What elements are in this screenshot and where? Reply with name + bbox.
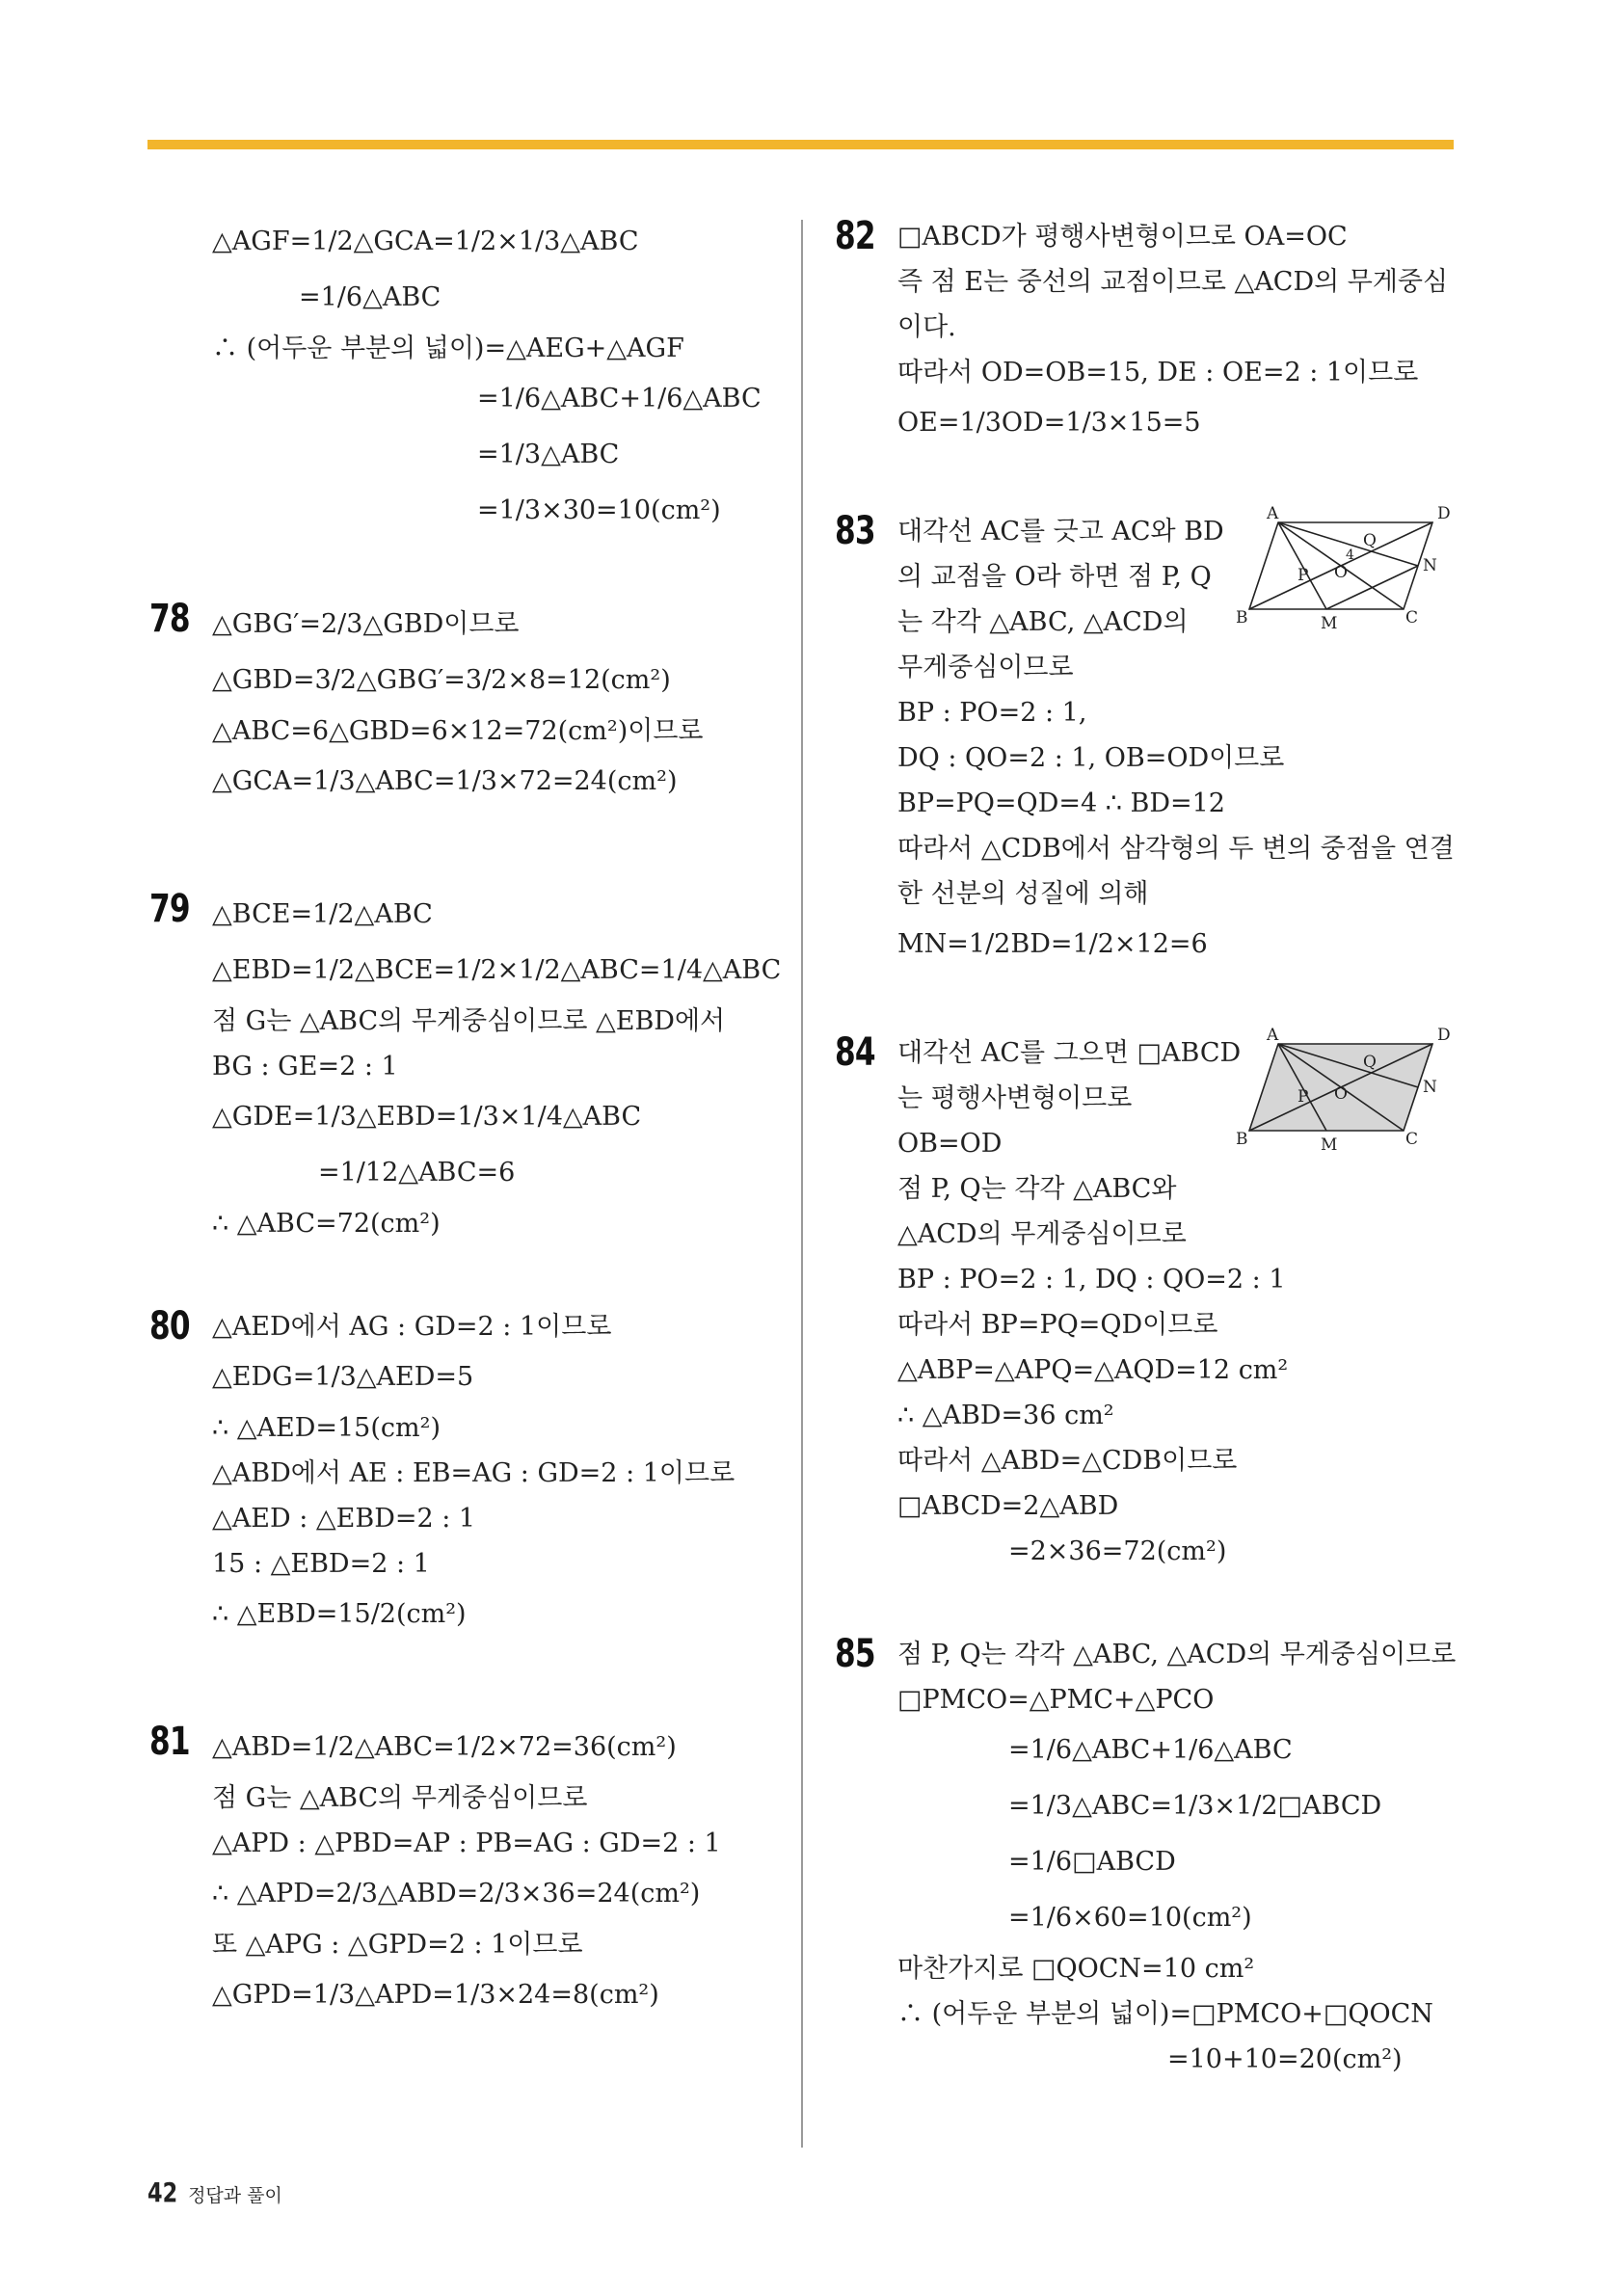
solution-line: OE=1/3OD=1/3×15=5 bbox=[897, 408, 1201, 438]
solution-line: △GBG′=2/3△GBD이므로 bbox=[212, 609, 520, 639]
solution-line: =1/3×30=10(cm²) bbox=[477, 495, 721, 525]
left-column bbox=[149, 214, 824, 2023]
solution-line: =1/3△ABC bbox=[477, 440, 620, 469]
solution-line: △GBD=3/2△GBG′=3/2×8=12(cm²) bbox=[212, 665, 671, 695]
solution-line: □PMCO=△PMC+△PCO bbox=[897, 1685, 1215, 1715]
solution-line: 점 P, Q는 각각 △ABC, △ACD의 무게중심이므로 bbox=[897, 1640, 1457, 1669]
solution-line: 대각선 AC를 긋고 AC와 BD bbox=[897, 517, 1224, 547]
problem-number: 79 bbox=[149, 887, 190, 931]
solution-line: □ABCD가 평행사변형이므로 OA=OC bbox=[897, 222, 1348, 252]
label-c: C bbox=[1405, 608, 1419, 627]
label-d: D bbox=[1437, 1026, 1451, 1045]
solution-line: 는 평행사변형이므로 bbox=[897, 1083, 1133, 1113]
solution-line: 점 G는 △ABC의 무게중심이므로 △EBD에서 bbox=[212, 1006, 726, 1036]
solution-line: □ABCD=2△ABD bbox=[897, 1491, 1119, 1521]
solution-line: BP : PO=2 : 1, bbox=[897, 698, 1087, 728]
solution-line: MN=1/2BD=1/2×12=6 bbox=[897, 929, 1208, 959]
solution-line: =10+10=20(cm²) bbox=[1167, 2044, 1403, 2074]
solution-line: =1/6△ABC bbox=[299, 282, 441, 312]
problem-80 bbox=[149, 1304, 824, 1642]
problem-number: 85 bbox=[835, 1632, 875, 1676]
solution-line: DQ : QO=2 : 1, OB=OD이므로 bbox=[897, 743, 1285, 773]
solution-line: △ABD에서 AE : EB=AG : GD=2 : 1이므로 bbox=[212, 1458, 736, 1488]
solution-line: 마찬가지로 □QOCN=10 cm² bbox=[897, 1954, 1255, 1984]
solution-line: △EBD=1/2△BCE=1/2×1/2△ABC=1/4△ABC bbox=[212, 955, 782, 985]
solution-line: 점 P, Q는 각각 △ABC와 bbox=[897, 1174, 1177, 1204]
label-n: N bbox=[1423, 1078, 1437, 1097]
solution-line: △AED : △EBD=2 : 1 bbox=[212, 1504, 476, 1534]
solution-line: △AGF=1/2△GCA=1/2×1/3△ABC bbox=[212, 227, 639, 256]
label-b: B bbox=[1236, 1130, 1248, 1149]
solution-line: =1/3△ABC=1/3×1/2□ABCD bbox=[1008, 1791, 1382, 1821]
solution-line: =2×36=72(cm²) bbox=[1008, 1536, 1227, 1566]
solution-line: 의 교점을 O라 하면 점 P, Q bbox=[897, 562, 1212, 592]
solution-line: =1/6×60=10(cm²) bbox=[1008, 1903, 1252, 1933]
solution-line: 이다. bbox=[897, 312, 956, 342]
solution-line: 대각선 AC를 그으면 □ABCD bbox=[897, 1038, 1242, 1068]
solution-line: BP=PQ=QD=4 ∴ BD=12 bbox=[897, 788, 1225, 818]
solution-line: 점 G는 △ABC의 무게중심이므로 bbox=[212, 1783, 588, 1813]
solution-line: 또 △APG : △GPD=2 : 1이므로 bbox=[212, 1930, 583, 1960]
solution-line: ∴ △AED=15(cm²) bbox=[212, 1413, 441, 1443]
top-accent-bar bbox=[147, 140, 1454, 149]
solution-line: ∴ △ABC=72(cm²) bbox=[212, 1209, 441, 1239]
solution-line: △ABC=6△GBD=6×12=72(cm²)이므로 bbox=[212, 716, 704, 746]
solution-line: ∴ △EBD=15/2(cm²) bbox=[212, 1599, 467, 1629]
right-column bbox=[835, 214, 1461, 2082]
label-p: P bbox=[1297, 566, 1309, 585]
label-n: N bbox=[1423, 556, 1437, 575]
label-q: Q bbox=[1363, 1053, 1377, 1072]
footer-label: 정답과 풀이 bbox=[188, 2185, 282, 2206]
label-a: A bbox=[1267, 504, 1279, 523]
solution-line: △ABP=△APQ=△AQD=12 cm² bbox=[897, 1355, 1289, 1385]
problem-number: 80 bbox=[149, 1304, 190, 1348]
solution-line: =1/6△ABC+1/6△ABC bbox=[477, 384, 762, 414]
problem-number: 83 bbox=[835, 509, 875, 553]
label-d: D bbox=[1437, 504, 1451, 523]
label-c: C bbox=[1405, 1130, 1419, 1149]
problem-78 bbox=[149, 597, 824, 810]
solution-line: 따라서 BP=PQ=QD이므로 bbox=[897, 1310, 1218, 1340]
solution-line: ∴ (어두운 부분의 넓이)=□PMCO+□QOCN bbox=[897, 1999, 1433, 2029]
solution-line: △APD : △PBD=AP : PB=AG : GD=2 : 1 bbox=[212, 1829, 721, 1858]
page-footer bbox=[147, 2176, 282, 2208]
problem-81 bbox=[149, 1720, 824, 2023]
solution-line: ∴ △APD=2/3△ABD=2/3×36=24(cm²) bbox=[212, 1879, 701, 1909]
page-number: 42 bbox=[147, 2176, 178, 2208]
problem-83 bbox=[835, 504, 1461, 973]
parallelogram-figure-83 bbox=[1236, 503, 1461, 638]
solution-line: △GPD=1/3△APD=1/3×24=8(cm²) bbox=[212, 1980, 659, 2010]
label-m: M bbox=[1321, 1135, 1338, 1155]
label-o: O bbox=[1334, 563, 1348, 582]
solution-line: △ABD=1/2△ABC=1/2×72=36(cm²) bbox=[212, 1732, 677, 1762]
solution-line: △EDG=1/3△AED=5 bbox=[212, 1362, 474, 1392]
solution-line: ∴ △ABD=36 cm² bbox=[897, 1401, 1114, 1430]
problem-77-continued bbox=[149, 214, 824, 539]
solution-line: 15 : △EBD=2 : 1 bbox=[212, 1549, 430, 1579]
problem-number: 78 bbox=[149, 597, 190, 641]
solution-line: =1/6□ABCD bbox=[1008, 1847, 1176, 1877]
solution-line: △BCE=1/2△ABC bbox=[212, 899, 433, 929]
label-length-4: 4 bbox=[1346, 547, 1354, 563]
label-q: Q bbox=[1363, 531, 1377, 550]
problem-85 bbox=[835, 1632, 1461, 2082]
label-o: O bbox=[1334, 1084, 1348, 1104]
label-a: A bbox=[1267, 1026, 1279, 1045]
solution-line: △GDE=1/3△EBD=1/3×1/4△ABC bbox=[212, 1102, 642, 1132]
solution-line: =1/12△ABC=6 bbox=[318, 1158, 516, 1188]
solution-line: 따라서 △CDB에서 삼각형의 두 변의 중점을 연결 bbox=[897, 834, 1455, 864]
label-m: M bbox=[1321, 614, 1338, 633]
label-p: P bbox=[1297, 1087, 1309, 1107]
solution-line: 즉 점 E는 중선의 교점이므로 △ACD의 무게중심 bbox=[897, 267, 1449, 297]
solution-line: 무게중심이므로 bbox=[897, 653, 1074, 682]
problem-number: 82 bbox=[835, 214, 875, 258]
problem-82 bbox=[835, 214, 1461, 451]
solution-line: △ACD의 무게중심이므로 bbox=[897, 1219, 1187, 1249]
solution-line: =1/6△ABC+1/6△ABC bbox=[1008, 1735, 1293, 1765]
problem-number: 84 bbox=[835, 1030, 875, 1075]
problem-number: 81 bbox=[149, 1720, 190, 1764]
solution-line: BG : GE=2 : 1 bbox=[212, 1052, 398, 1081]
solution-line: ∴ (어두운 부분의 넓이)=△AEG+△AGF bbox=[212, 334, 684, 363]
solution-line: 따라서 OD=OB=15, DE : OE=2 : 1이므로 bbox=[897, 358, 1419, 387]
solution-line: 는 각각 △ABC, △ACD의 bbox=[897, 607, 1189, 637]
problem-84 bbox=[835, 1026, 1461, 1574]
solution-line: OB=OD bbox=[897, 1129, 1003, 1159]
label-b: B bbox=[1236, 608, 1248, 627]
problem-79 bbox=[149, 887, 824, 1246]
solution-line: △AED에서 AG : GD=2 : 1이므로 bbox=[212, 1312, 612, 1342]
solution-line: BP : PO=2 : 1, DQ : QO=2 : 1 bbox=[897, 1265, 1286, 1295]
solution-line: 한 선분의 성질에 의해 bbox=[897, 879, 1149, 909]
parallelogram-figure-84 bbox=[1236, 1025, 1461, 1160]
solution-line: △GCA=1/3△ABC=1/3×72=24(cm²) bbox=[212, 766, 678, 796]
solution-line: 따라서 △ABD=△CDB이므로 bbox=[897, 1446, 1238, 1476]
